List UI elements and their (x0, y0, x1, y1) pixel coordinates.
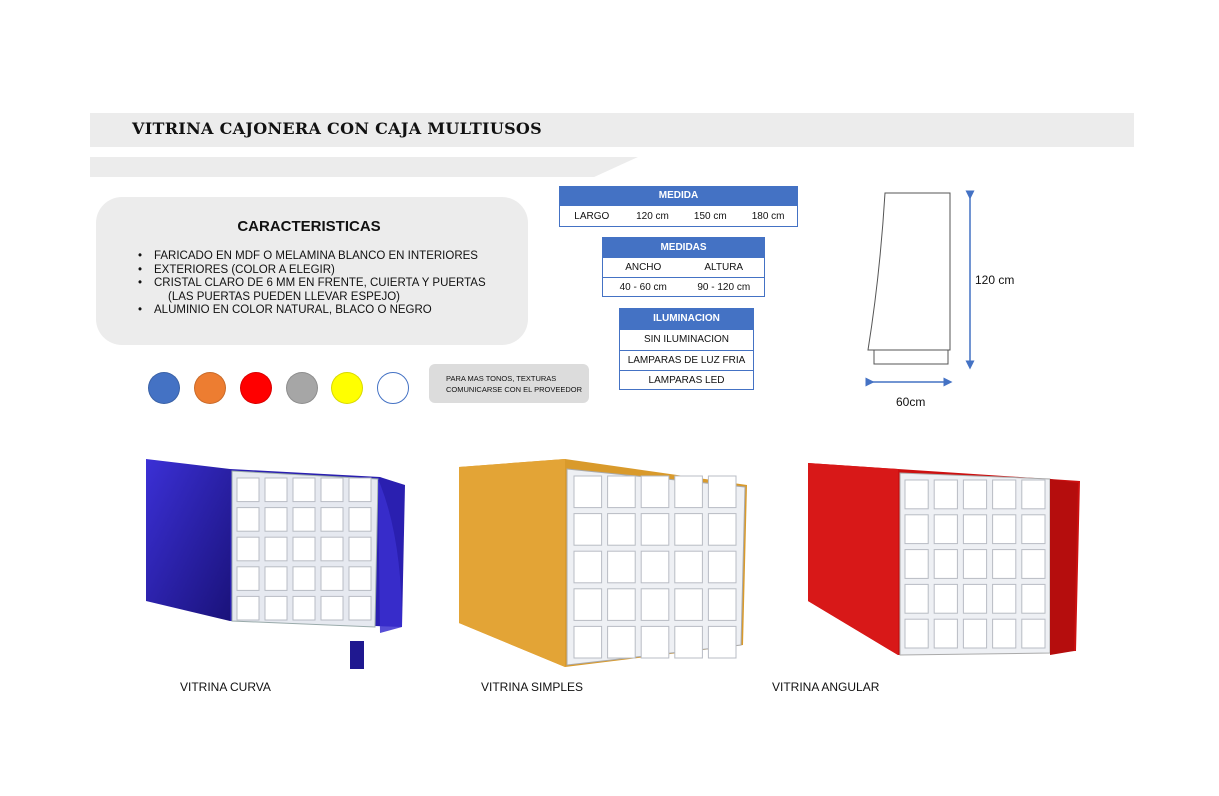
drawer-cell (934, 550, 957, 579)
medidas-table-header: MEDIDAS (603, 238, 764, 257)
color-note-line: PARA MAS TONOS, TEXTURAS (446, 374, 557, 383)
drawer-cell (321, 508, 343, 532)
medidas-value: 90 - 120 cm (697, 282, 751, 293)
drawer-cell (963, 619, 986, 648)
drawer-cell (321, 478, 343, 502)
product-image-simples (455, 455, 755, 685)
cabinet-base (874, 350, 948, 364)
drawer-cell (574, 551, 602, 583)
drawer-cell (574, 514, 602, 546)
drawer-cell (574, 476, 602, 508)
drawer-cell (237, 537, 259, 561)
drawer-cell (349, 478, 371, 502)
drawer-cell (265, 596, 287, 620)
iluminacion-option-text: LAMPARAS DE LUZ FRIA (627, 354, 746, 366)
feature-item (138, 250, 486, 264)
drawer-cell (237, 508, 259, 532)
iluminacion-option (620, 370, 753, 391)
drawer-cell (963, 550, 986, 579)
swatch-white[interactable] (377, 372, 409, 404)
feature-text: EXTERIORES (COLOR A ELEGIR) (154, 263, 335, 276)
dimension-drawing (860, 185, 990, 410)
drawer-cell (349, 567, 371, 591)
drawer-cell (265, 508, 287, 532)
drawer-cell (993, 515, 1016, 544)
feature-text: ALUMINIO EN COLOR NATURAL, BLACO O NEGRO (154, 304, 432, 316)
drawer-cell (708, 514, 736, 546)
drawer-cell (708, 551, 736, 583)
width-label: 60cm (896, 395, 926, 409)
drawer-cell (265, 567, 287, 591)
medidas-table-row (603, 257, 764, 277)
feature-item (138, 277, 486, 304)
features-list (138, 250, 486, 318)
drawer-cell (934, 619, 957, 648)
medidas-table-row (603, 277, 764, 297)
feature-item (138, 264, 486, 278)
iluminacion-table (619, 308, 754, 390)
drawer-cell (293, 596, 315, 620)
drawer-cell (641, 551, 669, 583)
drawer-cell (1022, 584, 1045, 613)
drawer-cell (963, 584, 986, 613)
feature-item (138, 304, 486, 318)
drawer-cell (993, 480, 1016, 509)
medidas-value: 40 - 60 cm (619, 282, 667, 293)
feature-text: CRISTAL CLARO DE 6 MM EN FRENTE, CUIERTA Y PUERTAS (154, 277, 486, 289)
drawer-cell (608, 626, 636, 658)
drawer-cell (905, 550, 928, 579)
drawer-cell (675, 476, 703, 508)
drawer-cell (934, 480, 957, 509)
drawer-cell (237, 567, 259, 591)
drawer-cell (641, 589, 669, 621)
drawer-cell (675, 551, 703, 583)
iluminacion-option (620, 350, 753, 371)
subtitle-band (90, 157, 638, 177)
features-heading: CARACTERISTICAS (237, 218, 381, 235)
drawer-cell (905, 480, 928, 509)
cabinet-profile (868, 193, 950, 350)
iluminacion-table-header: ILUMINACION (620, 309, 753, 329)
drawer-cell (934, 584, 957, 613)
color-note (429, 364, 589, 403)
color-note-line: COMUNICARSE CON EL PROVEEDOR (446, 385, 582, 394)
drawer-cell (237, 596, 259, 620)
drawer-grid (574, 476, 736, 658)
drawer-cell (608, 551, 636, 583)
drawer-cell (963, 515, 986, 544)
product-label-simples: VITRINA SIMPLES (481, 680, 584, 694)
drawer-cell (237, 478, 259, 502)
height-label: 120 cm (975, 273, 1015, 287)
medidas-table (602, 237, 765, 297)
drawer-cell (265, 478, 287, 502)
drawer-cell (293, 567, 315, 591)
swatch-blue[interactable] (148, 372, 180, 404)
drawer-cell (934, 515, 957, 544)
drawer-cell (963, 480, 986, 509)
swatch-orange[interactable] (194, 372, 226, 404)
medida-table (559, 186, 798, 227)
drawer-cell (293, 478, 315, 502)
drawer-cell (265, 537, 287, 561)
drawer-cell (905, 619, 928, 648)
drawer-cell (993, 550, 1016, 579)
drawer-cell (349, 596, 371, 620)
drawer-cell (641, 476, 669, 508)
medidas-col-label: ANCHO (625, 262, 662, 273)
drawer-grid (237, 478, 371, 620)
swatch-gray[interactable] (286, 372, 318, 404)
drawer-cell (708, 476, 736, 508)
drawer-cell (1022, 619, 1045, 648)
drawer-cell (321, 567, 343, 591)
iluminacion-option-text: LAMPARAS LED (648, 375, 725, 387)
product-image-angular (800, 455, 1085, 685)
drawer-cell (608, 589, 636, 621)
medidas-col-label: ALTURA (704, 262, 744, 273)
drawer-cell (293, 537, 315, 561)
medida-table-row (560, 205, 797, 227)
feature-text: FARICADO EN MDF O MELAMINA BLANCO EN INTERIORES (154, 250, 478, 262)
drawer-cell (349, 537, 371, 561)
swatch-red[interactable] (240, 372, 272, 404)
product-label-curva: VITRINA CURVA (180, 680, 271, 694)
drawer-cell (608, 476, 636, 508)
drawer-cell (574, 626, 602, 658)
drawer-cell (608, 514, 636, 546)
drawer-cell (675, 626, 703, 658)
drawer-cell (641, 514, 669, 546)
drawer-cell (321, 596, 343, 620)
swatch-yellow[interactable] (331, 372, 363, 404)
medida-cell: 150 cm (693, 211, 727, 222)
product-image-curva (140, 455, 415, 685)
iluminacion-option (620, 329, 753, 350)
drawer-cell (1022, 515, 1045, 544)
medida-cell: 180 cm (751, 211, 785, 222)
drawer-cell (708, 589, 736, 621)
feature-text-continued: (LAS PUERTAS PUEDEN LLEVAR ESPEJO) (168, 290, 400, 303)
features-box (96, 197, 528, 345)
medida-cell: LARGO (574, 211, 610, 222)
drawer-cell (675, 589, 703, 621)
drawer-cell (641, 626, 669, 658)
drawer-grid (905, 480, 1045, 648)
drawer-cell (993, 584, 1016, 613)
iluminacion-option-text: SIN ILUMINACION (643, 334, 729, 346)
drawer-cell (1022, 480, 1045, 509)
drawer-cell (1022, 550, 1045, 579)
product-label-angular: VITRINA ANGULAR (772, 680, 880, 694)
page-title: VITRINA CAJONERA CON CAJA MULTIUSOS (132, 119, 543, 138)
drawer-cell (993, 619, 1016, 648)
drawer-cell (321, 537, 343, 561)
drawer-cell (574, 589, 602, 621)
drawer-cell (905, 584, 928, 613)
drawer-cell (905, 515, 928, 544)
drawer-cell (675, 514, 703, 546)
drawer-cell (708, 626, 736, 658)
medida-cell: 120 cm (636, 211, 669, 222)
medida-table-header: MEDIDA (560, 187, 797, 205)
drawer-cell (293, 508, 315, 532)
drawer-cell (349, 508, 371, 532)
